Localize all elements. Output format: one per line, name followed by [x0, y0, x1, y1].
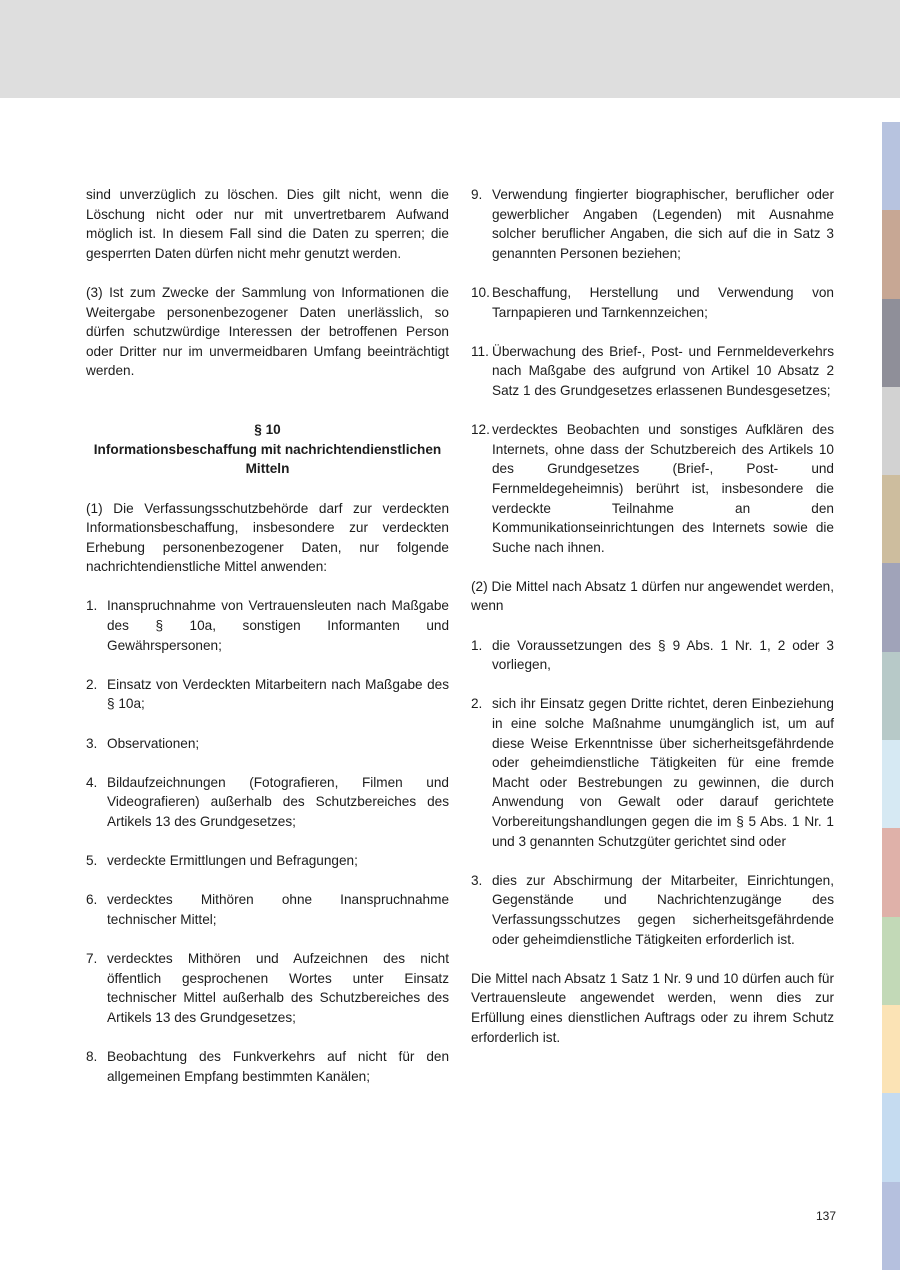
list-item: 2. sich ihr Einsatz gegen Dritte richtet, deren Einbeziehung in eine solche Maßnahme unumgänglich ist, um auf diese Weise Erkenntnisse über sicherheitsgefährdende oder geheimdienstliche Tätigkeiten für eine fremde Macht oder Bestrebungen zu gewinnen, die durch Anwendung von Gewalt oder darauf gerichtete Vorbereitungshandlungen gegen die im § 5 Abs. 1 Nr. 1 und 3 genannten Schutzgüter gerichtet sind oder: [471, 696, 834, 849]
index-tab: [882, 1005, 900, 1093]
list-item: 1. die Voraussetzungen des § 9 Abs. 1 Nr. 1, 2 oder 3 vorliegen,: [471, 637, 834, 673]
index-tab: [882, 828, 900, 916]
paragraph-2: (2) Die Mittel nach Absatz 1 dürfen nur angewendet werden, wenn: [471, 578, 834, 614]
means-list-right: [471, 185, 834, 557]
list-item: 4. Bildaufzeichnungen (Fotografieren, Filmen und Videografieren) außerhalb des Schutzbereiches des Artikels 13 des Grundgesetzes;: [86, 774, 449, 829]
list-item: 7. verdecktes Mithören und Aufzeichnen des nicht öffentlich gesprochenen Wortes unter Einsatz technischer Mittel außerhalb des Schutzbereiches des Artikels 13 des Grundgesetzes;: [86, 951, 449, 1025]
list-item: 6. verdecktes Mithören ohne Inanspruchnahme technischer Mittel;: [86, 892, 449, 927]
right-column: [471, 185, 834, 1067]
list-item: 8. Beobachtung des Funkverkehrs auf nicht für den allgemeinen Empfang bestimmten Kanälen;: [86, 1049, 449, 1084]
paragraph-3: (3) Ist zum Zwecke der Sammlung von Informationen die Weitergabe personenbezogener Daten unerlässlich, so dürfen schutzwürdige Interessen der betroffenen Person oder Dritter nur im unvermeidbaren Umfang beeinträchtigt werden.: [86, 284, 449, 379]
index-tab: [882, 1182, 900, 1270]
means-list-left: [86, 596, 449, 1086]
list-item: 11. Überwachung des Brief-, Post- und Fernmeldeverkehrs nach Maßgabe des aufgrund von Artikel 10 Absatz 2 Satz 1 des Grundgesetzes erlassenen Bundesgesetzes;: [471, 343, 834, 398]
section-heading: [86, 420, 449, 479]
list-item: 2. Einsatz von Verdeckten Mitarbeitern nach Maßgabe des § 10a;: [86, 676, 449, 712]
list-item: 3. Observationen;: [86, 735, 200, 751]
color-index-tabs: [882, 122, 900, 1270]
left-column: [86, 185, 449, 1106]
list-item: 1. Inanspruchnahme von Vertrauensleuten nach Maßgabe des § 10a, sonstigen Informanten und Gewährspersonen;: [86, 598, 449, 653]
page-number: 137: [815, 1209, 836, 1223]
paragraph-continuation: sind unverzüglich zu löschen. Dies gilt nicht, wenn die Löschung nicht oder nur mit unvertretbarem Aufwand möglich ist. In diesem Fall sind die Daten zu sperren; die gesperrten Daten dürfen nicht mehr genutzt werden.: [86, 187, 449, 261]
list-item: 5. verdeckte Ermittlungen und Befragungen;: [86, 853, 358, 869]
conditions-list: [471, 636, 834, 950]
header-band: [0, 0, 900, 98]
list-item: 12. verdecktes Beobachten und sonstiges Aufklären des Internets, ohne dass der Schutzbereich des Artikels 10 des Grundgesetzes (Brief-, Post- und Fernmeldegeheimnis) berührt ist, insbesondere die verdeckte Teilnahme an den Kommunikationseinrichtungen des Internets sowie die Suche nach ihnen.: [471, 422, 834, 555]
index-tab: [882, 1093, 900, 1181]
index-tab: [882, 299, 900, 387]
list-item: 3. dies zur Abschirmung der Mitarbeiter, Einrichtungen, Gegenstände und Nachrichtenzugänge des Verfassungsschutzes gegen sicherheitsgefährdende oder geheimdienstliche Tätigkeiten erforderlich ist.: [471, 872, 834, 947]
index-tab: [882, 210, 900, 298]
index-tab: [882, 740, 900, 828]
index-tab: [882, 563, 900, 651]
section-number: § 10: [254, 422, 281, 438]
index-tab: [882, 475, 900, 563]
list-item: 9. Verwendung fingierter biographischer, beruflicher oder gewerblicher Angaben (Legenden) mit Ausnahme solcher beruflicher Angaben, die sich auf die in Satz 3 genannten Personen beziehen;: [471, 187, 834, 261]
index-tab: [882, 917, 900, 1005]
index-tab: [882, 652, 900, 740]
index-tab: [882, 387, 900, 475]
list-item: 10. Beschaffung, Herstellung und Verwendung von Tarnpapieren und Tarnkennzeichen;: [471, 284, 834, 320]
paragraph-1: (1) Die Verfassungsschutzbehörde darf zur verdeckten Informationsbeschaffung, insbesondere zur verdeckten Erhebung personenbezogener Daten, nur folgende nachrichtendienstliche Mittel anwenden:: [86, 500, 449, 575]
section-title: Informationsbeschaffung mit nachrichtendienstlichen Mitteln: [93, 441, 442, 477]
paragraph-final: Die Mittel nach Absatz 1 Satz 1 Nr. 9 und 10 dürfen auch für Vertrauensleute angewendet werden, wenn dies zur Erfüllung eines dienstlichen Auftrags oder zu ihrem Schutz erforderlich ist.: [471, 970, 834, 1045]
index-tab: [882, 122, 900, 210]
